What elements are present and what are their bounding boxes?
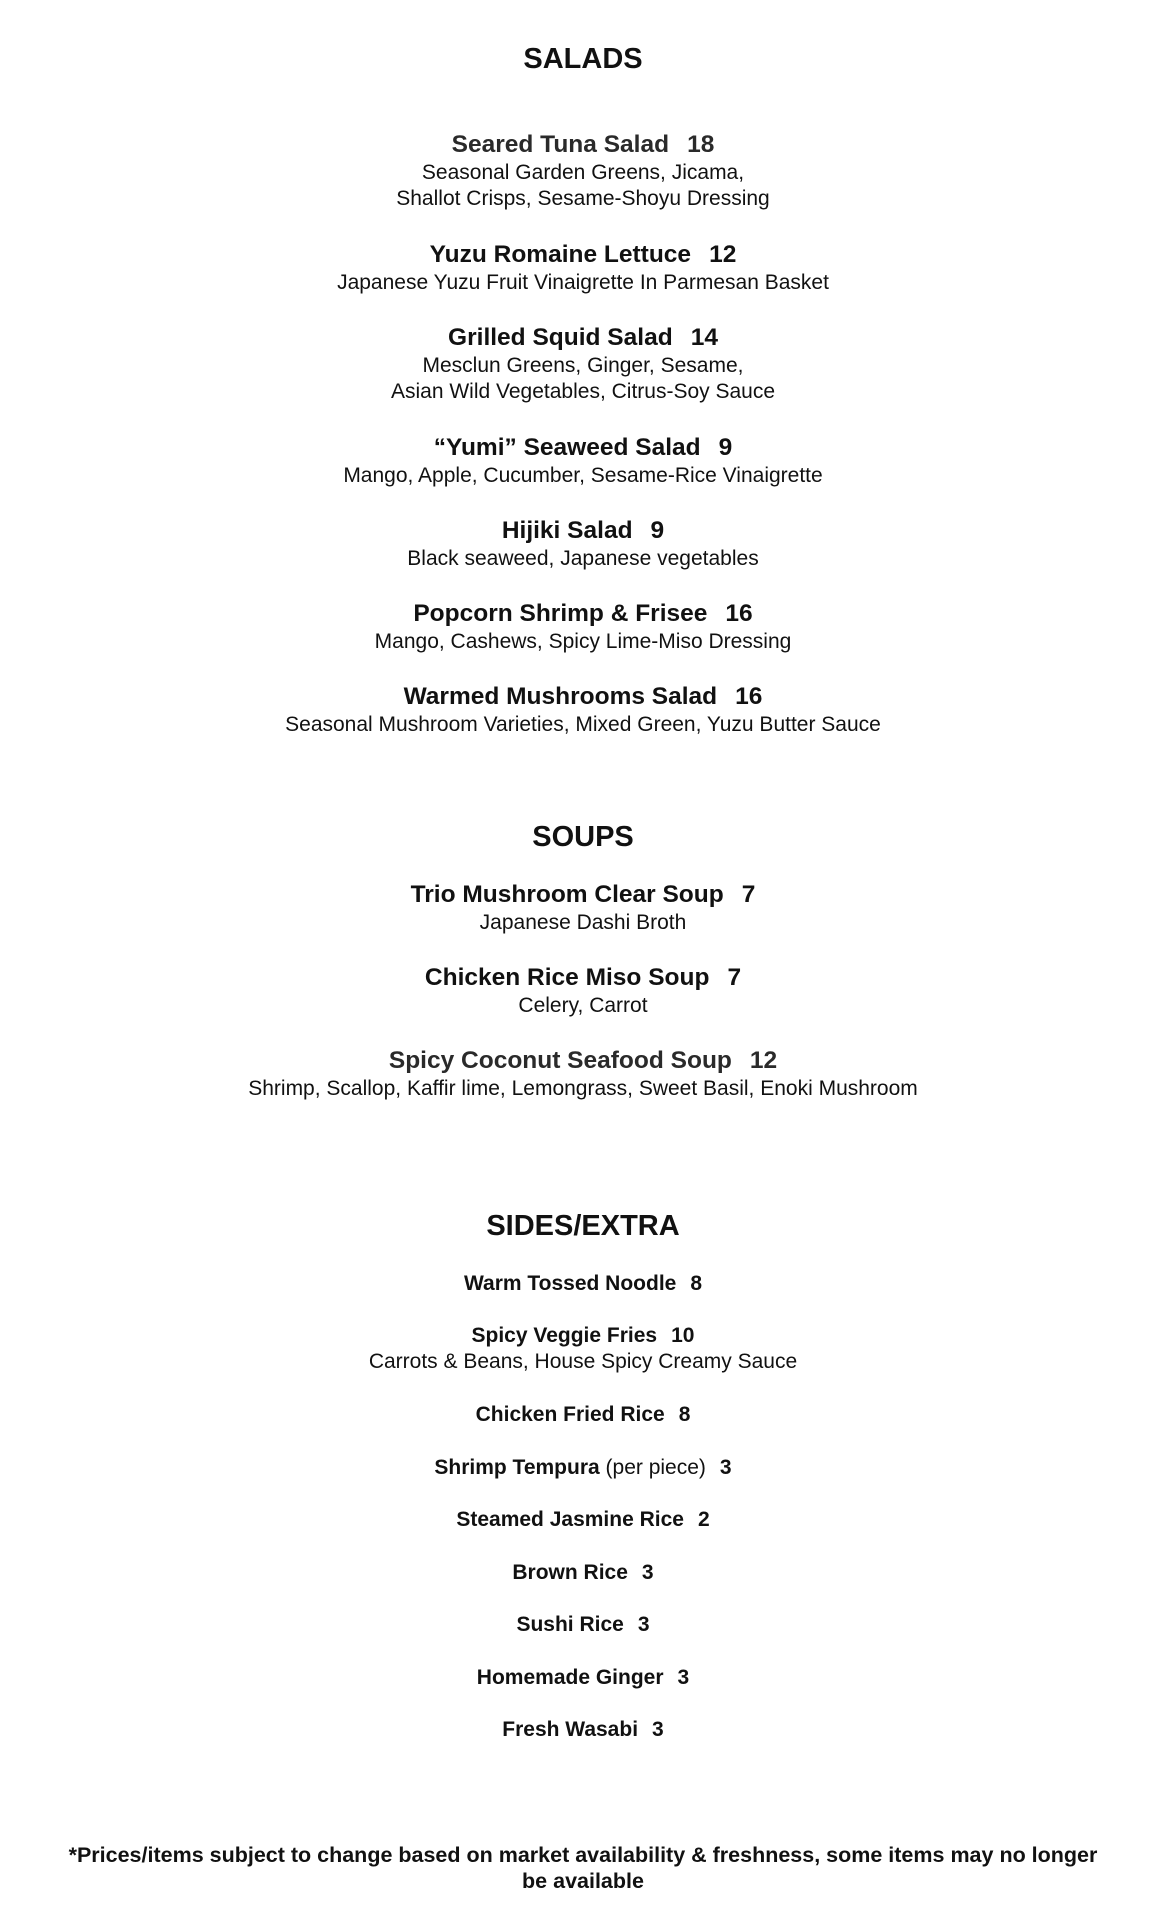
menu-item bbox=[0, 1046, 1166, 1102]
item-price: 16 bbox=[725, 600, 753, 627]
item-price: 7 bbox=[727, 964, 742, 991]
item-name bbox=[0, 1507, 1166, 1533]
item-name bbox=[0, 1665, 1166, 1691]
item-price: 3 bbox=[719, 1456, 732, 1479]
item-name-text: Fresh Wasabi bbox=[502, 1718, 639, 1741]
item-price: 9 bbox=[718, 434, 733, 461]
item-price: 7 bbox=[741, 881, 756, 908]
item-description: Mesclun Greens, Ginger, Sesame, bbox=[422, 354, 744, 377]
item-price: 3 bbox=[677, 1666, 690, 1689]
item-name-text: Seared Tuna Salad bbox=[451, 131, 670, 158]
menu-item bbox=[0, 599, 1166, 655]
item-price: 3 bbox=[637, 1613, 650, 1636]
item-price: 2 bbox=[697, 1508, 710, 1531]
menu-item bbox=[0, 1323, 1166, 1375]
item-name-text: Brown Rice bbox=[512, 1561, 628, 1584]
item-note: (per piece) bbox=[605, 1456, 706, 1479]
item-price: 3 bbox=[652, 1718, 664, 1741]
item-name-text: Sushi Rice bbox=[516, 1613, 624, 1636]
item-description: Shrimp, Scallop, Kaffir lime, Lemongrass, Sweet Basil, Enoki Mushroom bbox=[248, 1077, 918, 1100]
item-name-text: “Yumi” Seaweed Salad bbox=[433, 434, 701, 461]
item-name-text: Spicy Coconut Seafood Soup bbox=[388, 1047, 732, 1074]
item-name-text: Shrimp Tempura bbox=[434, 1456, 600, 1479]
item-name-text: Warm Tossed Noodle bbox=[463, 1272, 677, 1295]
menu-item bbox=[0, 682, 1166, 738]
item-name-text: Hijiki Salad bbox=[501, 517, 633, 544]
item-price: 18 bbox=[687, 131, 715, 158]
item-name bbox=[0, 1271, 1166, 1297]
item-description: Carrots & Beans, House Spicy Creamy Sauce bbox=[368, 1350, 798, 1373]
item-name-text: Popcorn Shrimp & Frisee bbox=[413, 600, 708, 627]
item-name-text: Yuzu Romaine Lettuce bbox=[429, 241, 692, 268]
item-name bbox=[0, 1323, 1166, 1349]
item-name bbox=[0, 1455, 1166, 1481]
item-name-text: Spicy Veggie Fries bbox=[471, 1324, 658, 1347]
item-name-text: Homemade Ginger bbox=[476, 1666, 664, 1689]
menu-item bbox=[0, 963, 1166, 1019]
item-name bbox=[0, 682, 1166, 712]
item-price: 16 bbox=[735, 683, 763, 710]
item-description: Japanese Dashi Broth bbox=[479, 911, 687, 934]
item-price: 9 bbox=[650, 517, 665, 544]
item-name bbox=[0, 963, 1166, 993]
item-description: Seasonal Garden Greens, Jicama, bbox=[421, 161, 745, 184]
item-name bbox=[0, 599, 1166, 629]
item-description: Shallot Crisps, Sesame-Shoyu Dressing bbox=[396, 187, 770, 210]
item-name bbox=[0, 880, 1166, 910]
menu-item bbox=[0, 1717, 1166, 1743]
item-name bbox=[0, 1402, 1166, 1428]
item-price: 10 bbox=[671, 1324, 695, 1347]
menu-item bbox=[0, 1402, 1166, 1428]
menu-item bbox=[0, 516, 1166, 572]
item-description: Celery, Carrot bbox=[518, 994, 648, 1017]
item-description: Mango, Apple, Cucumber, Sesame-Rice Vinaigrette bbox=[343, 464, 823, 487]
item-name bbox=[0, 1717, 1166, 1743]
item-name-text: Warmed Mushrooms Salad bbox=[403, 683, 718, 710]
menu-item bbox=[0, 1665, 1166, 1691]
item-name bbox=[0, 433, 1166, 463]
menu-item bbox=[0, 130, 1166, 212]
item-description: Black seaweed, Japanese vegetables bbox=[407, 547, 759, 570]
item-description: Mango, Cashews, Spicy Lime-Miso Dressing bbox=[374, 630, 792, 653]
menu-item bbox=[0, 323, 1166, 405]
item-name bbox=[0, 130, 1166, 160]
item-price: 14 bbox=[690, 324, 718, 351]
salads-heading: SALADS bbox=[523, 43, 643, 75]
item-name bbox=[0, 323, 1166, 353]
item-price: 8 bbox=[690, 1272, 703, 1295]
item-name-text: Chicken Fried Rice bbox=[475, 1403, 665, 1426]
item-description: Asian Wild Vegetables, Citrus-Soy Sauce bbox=[390, 380, 776, 403]
item-name bbox=[0, 1612, 1166, 1638]
menu-item bbox=[0, 880, 1166, 936]
item-name bbox=[0, 1560, 1166, 1586]
sides-heading: SIDES/EXTRA bbox=[486, 1210, 680, 1242]
menu-item bbox=[0, 1271, 1166, 1297]
menu-item bbox=[0, 1455, 1166, 1481]
item-name-text: Trio Mushroom Clear Soup bbox=[410, 881, 724, 908]
menu-item bbox=[0, 1507, 1166, 1533]
item-name-text: Grilled Squid Salad bbox=[448, 324, 673, 351]
item-name bbox=[0, 1046, 1166, 1076]
item-price: 8 bbox=[678, 1403, 691, 1426]
item-name-text: Steamed Jasmine Rice bbox=[456, 1508, 684, 1531]
footer-disclaimer: *Prices/items subject to change based on market availability & freshness, some items may no longer be available bbox=[68, 1843, 1098, 1893]
menu-item bbox=[0, 1560, 1166, 1586]
item-name bbox=[0, 516, 1166, 546]
item-price: 3 bbox=[641, 1561, 654, 1584]
item-name bbox=[0, 240, 1166, 270]
item-price: 12 bbox=[749, 1047, 778, 1074]
item-description: Japanese Yuzu Fruit Vinaigrette In Parmesan Basket bbox=[337, 271, 829, 294]
item-price: 12 bbox=[709, 241, 737, 268]
menu-item bbox=[0, 433, 1166, 489]
item-description: Seasonal Mushroom Varieties, Mixed Green, Yuzu Butter Sauce bbox=[285, 713, 881, 736]
menu-item bbox=[0, 240, 1166, 296]
item-name-text: Chicken Rice Miso Soup bbox=[424, 964, 710, 991]
soups-heading: SOUPS bbox=[532, 821, 634, 853]
menu-item bbox=[0, 1612, 1166, 1638]
